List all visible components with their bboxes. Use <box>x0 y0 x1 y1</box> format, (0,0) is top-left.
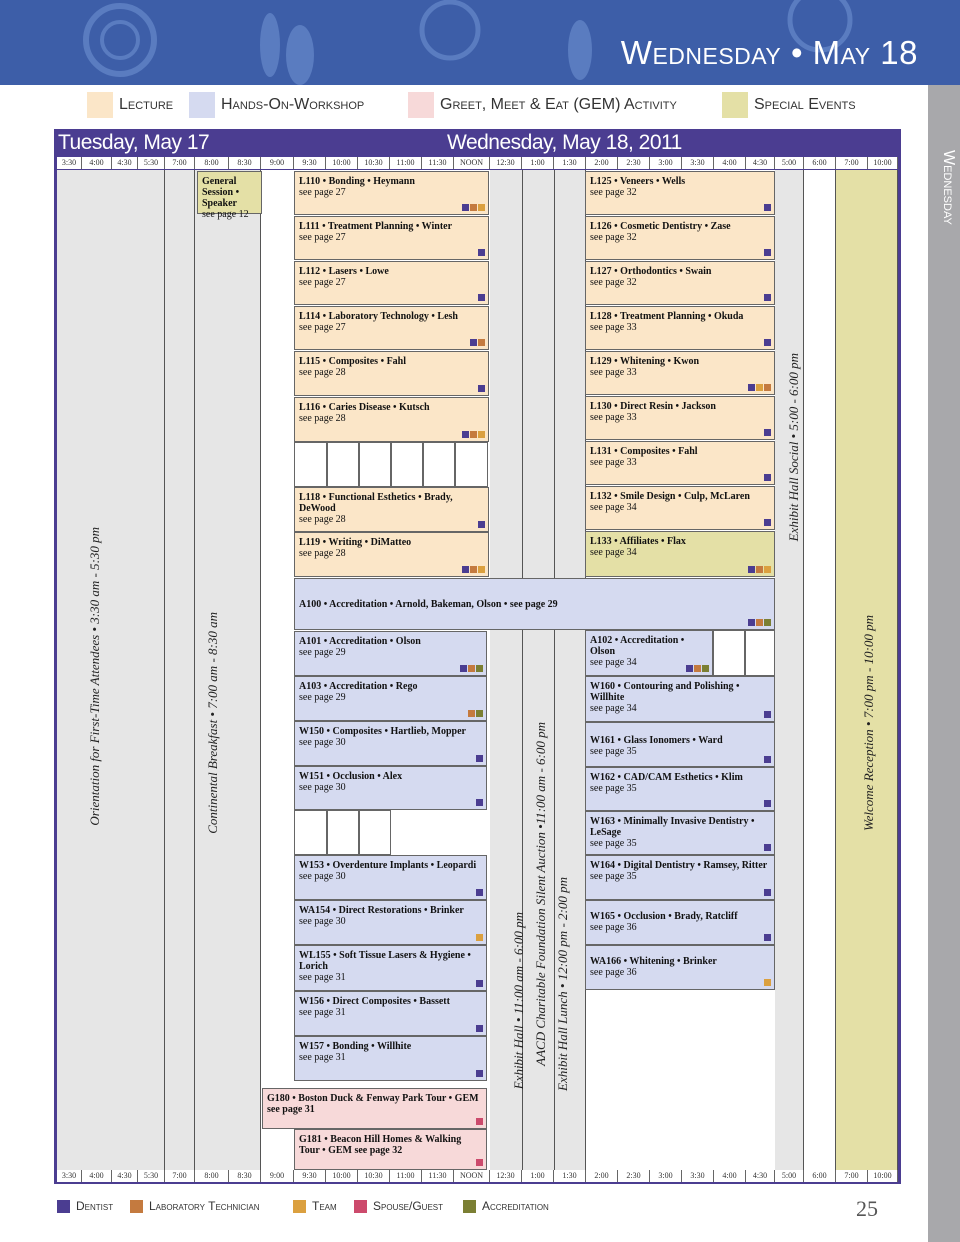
session-page: see page 27 <box>299 277 346 288</box>
session-page: see page 36 <box>590 922 637 933</box>
session-l126[interactable] <box>585 216 775 260</box>
session-page: see page 34 <box>590 547 637 558</box>
activity-legend <box>0 92 960 120</box>
lunch-label: Exhibit Hall Lunch • 12:00 pm - 2:00 pm <box>555 877 570 1091</box>
time-tick: 4:30 <box>112 157 138 169</box>
session-page: see page 34 <box>590 703 637 714</box>
session-w165[interactable] <box>585 900 775 945</box>
session-w150[interactable] <box>294 721 487 766</box>
audience-icons <box>476 1159 483 1166</box>
time-tick: 11:00 <box>390 157 422 169</box>
legend-label: Dentist <box>76 1199 114 1213</box>
time-tick: 4:30 <box>746 157 775 169</box>
session-l128[interactable] <box>585 306 775 350</box>
reception-label: Welcome Reception • 7:00 pm - 10:00 pm <box>861 615 876 831</box>
audience-icons <box>476 889 483 896</box>
audience-icons <box>764 519 771 526</box>
breakfast-label: Continental Breakfast • 7:00 am - 8:30 am <box>205 612 220 834</box>
audience-icons <box>764 844 771 851</box>
time-tick: 3:30 <box>682 1170 714 1182</box>
session-w161[interactable] <box>585 722 775 767</box>
time-tick: 2:30 <box>618 1170 650 1182</box>
session-title: L116 • Caries Disease • Kutsch <box>299 402 430 413</box>
time-tick: 10:30 <box>358 157 390 169</box>
session-title: W164 • Digital Dentistry • Ramsey, Ritter <box>590 860 768 871</box>
session-title: A103 • Accreditation • Rego <box>299 681 418 692</box>
audience-icons <box>468 710 483 717</box>
time-tick: 9:30 <box>294 157 326 169</box>
session-page: see page 35 <box>590 871 637 882</box>
audience-icons <box>462 204 485 211</box>
spouse-swatch <box>354 1200 367 1213</box>
session-w162[interactable] <box>585 767 775 811</box>
audience-icons <box>476 1118 483 1125</box>
session-a100[interactable] <box>294 578 775 630</box>
general-session-block[interactable] <box>197 171 262 220</box>
session-page: see page 30 <box>299 871 346 882</box>
audience-icons <box>764 756 771 763</box>
audience-icons <box>476 1070 483 1077</box>
social-label: Exhibit Hall Social • 5:00 - 6:00 pm <box>786 353 801 542</box>
session-page: see page 28 <box>299 514 346 525</box>
empty-cell <box>327 810 359 855</box>
audience-icons <box>478 385 485 392</box>
session-title: L111 • Treatment Planning • Winter <box>299 221 453 232</box>
empty-cell <box>391 442 423 487</box>
empty-cell <box>745 630 775 676</box>
session-w164[interactable] <box>585 855 775 900</box>
audience-icons <box>476 980 483 987</box>
empty-cell <box>713 630 745 676</box>
legend-accreditation <box>463 1199 549 1213</box>
day2-heading: Wednesday, May 18, 2011 <box>447 131 682 154</box>
audience-icons <box>476 934 483 941</box>
time-tick: 8:30 <box>229 1170 261 1182</box>
special-swatch <box>722 92 748 118</box>
legend-special-events <box>722 92 856 118</box>
audience-icons <box>764 474 771 481</box>
session-l112[interactable] <box>294 261 489 305</box>
session-page: see page 35 <box>590 838 637 849</box>
time-tick: 10:30 <box>358 1170 390 1182</box>
audience-icons <box>686 665 709 672</box>
orientation-label: Orientation for First-Time Attendees • 3:30 am - 5:30 pm <box>87 527 102 826</box>
legend-label: Accreditation <box>482 1199 549 1213</box>
social-column <box>775 170 804 1170</box>
legend-label: Greet, Meet & Eat (GEM) Activity <box>440 96 677 113</box>
empty-cell <box>327 442 359 487</box>
session-title: L132 • Smile Design • Culp, McLaren <box>590 491 750 502</box>
session-title: W160 • Contouring and Polishing • Willhite <box>590 681 740 703</box>
time-tick: 6:00 <box>804 157 836 169</box>
time-tick: 10:00 <box>868 1170 898 1182</box>
time-tick: 3:30 <box>57 1170 82 1182</box>
time-tick: 9:00 <box>261 1170 294 1182</box>
audience-icons <box>476 1025 483 1032</box>
session-page: see page 32 <box>590 277 637 288</box>
time-tick: 11:00 <box>390 1170 422 1182</box>
session-title: L115 • Composites • Fahl <box>299 356 407 367</box>
audience-icons <box>478 294 485 301</box>
empty-cell <box>294 810 327 855</box>
lecture-swatch <box>87 92 113 118</box>
time-tick: 2:30 <box>618 157 650 169</box>
session-w156[interactable] <box>294 991 487 1036</box>
audience-icons <box>478 249 485 256</box>
empty-cell <box>359 810 391 855</box>
session-title: W161 • Glass Ionomers • Ward <box>590 735 723 746</box>
legend-label: Lecture <box>119 96 174 113</box>
time-tick: 8:00 <box>195 157 229 169</box>
time-tick: 3:00 <box>650 1170 682 1182</box>
session-g181[interactable] <box>294 1129 487 1170</box>
time-tick: 4:30 <box>112 1170 138 1182</box>
time-tick: 1:00 <box>522 1170 554 1182</box>
session-page: see page 32 <box>590 232 637 243</box>
audience-icons <box>764 889 771 896</box>
day1-heading: Tuesday, May 17 <box>58 131 210 154</box>
time-tick: 4:00 <box>82 1170 112 1182</box>
page-number: 25 <box>856 1196 878 1221</box>
time-tick: 10:00 <box>868 157 898 169</box>
session-w157[interactable] <box>294 1036 487 1081</box>
session-wa154[interactable] <box>294 900 487 945</box>
accreditation-swatch <box>463 1200 476 1213</box>
time-tick: NOON <box>454 157 490 169</box>
session-title: W151 • Occlusion • Alex <box>299 771 403 782</box>
session-title: L126 • Cosmetic Dentistry • Zase <box>590 221 731 232</box>
time-tick: 11:30 <box>422 157 454 169</box>
session-title: L133 • Affiliates • Flax <box>590 536 686 547</box>
session-page: see page 27 <box>299 322 346 333</box>
header-banner <box>0 0 960 85</box>
session-title: L112 • Lasers • Lowe <box>299 266 389 277</box>
session-l110[interactable] <box>294 171 489 215</box>
audience-icons <box>764 934 771 941</box>
session-l127[interactable] <box>585 261 775 305</box>
session-title: L119 • Writing • DiMatteo <box>299 537 412 548</box>
session-l118[interactable] <box>294 487 489 532</box>
time-tick: 3:30 <box>682 157 714 169</box>
session-page: see page 30 <box>299 737 346 748</box>
session-page: see page 31 <box>299 1007 346 1018</box>
session-title: W156 • Direct Composites • Bassett <box>299 996 450 1007</box>
audience-icons <box>764 249 771 256</box>
session-title: W157 • Bonding • Willhite <box>299 1041 412 1052</box>
session-title: L131 • Composites • Fahl <box>590 446 698 457</box>
session-w153[interactable] <box>294 855 487 900</box>
exhibit-hall-label: Exhibit Hall • 11:00 am - 6:00 pm <box>511 912 526 1090</box>
legend-team <box>293 1199 337 1213</box>
session-w151[interactable] <box>294 766 487 810</box>
session-page: see page 28 <box>299 367 346 378</box>
time-tick: 3:30 <box>57 157 82 169</box>
audience-icons <box>462 566 485 573</box>
session-a102[interactable] <box>585 630 713 676</box>
dentist-swatch <box>57 1200 70 1213</box>
session-page: see page 34 <box>590 657 637 668</box>
session-l129[interactable] <box>585 351 775 395</box>
session-title: L114 • Laboratory Technology • Lesh <box>299 311 458 322</box>
audience-legend <box>0 1199 960 1219</box>
session-title: A101 • Accreditation • Olson <box>299 636 421 647</box>
legend-spouse <box>354 1199 443 1213</box>
session-w163[interactable] <box>585 811 775 855</box>
session-title: WA166 • Whitening • Brinker <box>590 956 717 967</box>
time-tick: 7:00 <box>836 157 868 169</box>
time-tick: 5:00 <box>775 157 804 169</box>
time-tick: 12:30 <box>490 1170 522 1182</box>
session-l125[interactable] <box>585 171 775 215</box>
session-title: L125 • Veneers • Wells <box>590 176 686 187</box>
legend-label: Team <box>312 1199 337 1213</box>
time-tick: 1:00 <box>522 157 554 169</box>
audience-icons <box>764 979 771 986</box>
session-title: W163 • Minimally Invasive Dentistry • LeSage <box>590 816 755 838</box>
session-page: see page 28 <box>299 548 346 559</box>
session-page: see page 30 <box>299 916 346 927</box>
time-tick: 1:30 <box>554 1170 586 1182</box>
audience-icons <box>764 294 771 301</box>
session-l115[interactable] <box>294 351 489 396</box>
time-tick: 4:30 <box>746 1170 775 1182</box>
legend-gem <box>408 92 677 118</box>
time-tick: 4:00 <box>82 157 112 169</box>
session-wa166[interactable] <box>585 945 775 990</box>
time-tick: 7:00 <box>165 1170 195 1182</box>
session-title: L130 • Direct Resin • Jackson <box>590 401 716 412</box>
session-title: W150 • Composites • Hartlieb, Mopper <box>299 726 466 737</box>
session-page: see page 35 <box>590 783 637 794</box>
audience-icons <box>764 204 771 211</box>
session-page: see page 31 <box>299 1052 346 1063</box>
time-tick: 10:00 <box>326 1170 358 1182</box>
gem-swatch <box>408 92 434 118</box>
time-tick: 10:00 <box>326 157 358 169</box>
audience-icons <box>764 339 771 346</box>
time-tick: 2:00 <box>586 157 618 169</box>
sidebar-tab <box>928 85 960 1242</box>
audience-icons <box>470 339 485 346</box>
session-title: L118 • Functional Esthetics • Brady, DeWood <box>299 492 453 514</box>
session-wl155[interactable] <box>294 945 487 991</box>
session-page: see page 12 <box>202 209 249 220</box>
session-l133[interactable] <box>585 531 775 577</box>
tuesday-last-column <box>138 170 165 1170</box>
sidebar-label: Wednesday <box>940 150 957 225</box>
time-tick: 2:00 <box>586 1170 618 1182</box>
legend-label: Hands-On-Workshop <box>221 96 365 113</box>
time-row-bottom <box>57 1170 898 1182</box>
session-title: G181 • Beacon Hill Homes & Walking Tour • GEM see page 32 <box>299 1134 462 1156</box>
session-g180[interactable] <box>262 1088 487 1129</box>
legend-lab-tech <box>130 1199 259 1213</box>
page-title: Wednesday • May 18 <box>620 34 918 71</box>
session-title: W162 • CAD/CAM Esthetics • Klim <box>590 772 743 783</box>
time-tick: 5:00 <box>775 1170 804 1182</box>
time-tick: 3:00 <box>650 157 682 169</box>
session-title: L129 • Whitening • Kwon <box>590 356 700 367</box>
session-l116[interactable] <box>294 397 489 442</box>
audience-icons <box>462 431 485 438</box>
time-tick: 5:30 <box>138 1170 165 1182</box>
audience-icons <box>764 800 771 807</box>
time-tick: 6:00 <box>804 1170 836 1182</box>
legend-lecture <box>87 92 173 118</box>
session-page: see page 27 <box>299 187 346 198</box>
session-title: L110 • Bonding • Heymann <box>299 176 415 187</box>
session-page: see page 28 <box>299 413 346 424</box>
audience-icons <box>476 799 483 806</box>
session-l130[interactable] <box>585 396 775 440</box>
audience-icons <box>748 566 771 573</box>
session-a103[interactable] <box>294 676 487 721</box>
team-swatch <box>293 1200 306 1213</box>
empty-cell <box>455 442 488 487</box>
session-a101[interactable] <box>294 631 487 676</box>
time-tick: 8:30 <box>229 157 261 169</box>
legend-dentist <box>57 1199 113 1213</box>
session-page: see page 34 <box>590 502 637 513</box>
session-title: G180 • Boston Duck & Fenway Park Tour • GEM see page 31 <box>267 1093 479 1115</box>
audience-icons <box>764 429 771 436</box>
legend-label: Special Events <box>754 96 856 113</box>
time-tick: NOON <box>454 1170 490 1182</box>
audience-icons <box>460 665 483 672</box>
session-page: see page 29 <box>299 692 346 703</box>
time-tick: 4:00 <box>714 157 746 169</box>
empty-cell <box>294 442 327 487</box>
session-l111[interactable] <box>294 216 489 260</box>
session-l114[interactable] <box>294 306 489 350</box>
empty-cell <box>423 442 455 487</box>
session-l119[interactable] <box>294 532 489 577</box>
audience-icons <box>764 711 771 718</box>
time-tick: 9:00 <box>261 157 294 169</box>
time-tick: 11:30 <box>422 1170 454 1182</box>
session-page: see page 29 <box>299 647 346 658</box>
time-tick: 7:00 <box>165 157 195 169</box>
time-tick: 8:00 <box>195 1170 229 1182</box>
session-page: see page 32 <box>590 187 637 198</box>
time-tick: 5:30 <box>138 157 165 169</box>
session-page: see page 36 <box>590 967 637 978</box>
time-row-top <box>57 157 898 169</box>
audience-icons <box>748 384 771 391</box>
time-tick: 4:00 <box>714 1170 746 1182</box>
session-page: see page 35 <box>590 746 637 757</box>
session-title: WL155 • Soft Tissue Lasers & Hygiene • Lorich <box>299 950 471 972</box>
session-page: see page 33 <box>590 412 637 423</box>
session-title: L127 • Orthodontics • Swain <box>590 266 712 277</box>
time-tick: 12:30 <box>490 157 522 169</box>
session-title: WA154 • Direct Restorations • Brinker <box>299 905 464 916</box>
session-page: see page 27 <box>299 232 346 243</box>
audience-icons <box>476 755 483 762</box>
column-spacer <box>165 170 195 1170</box>
legend-label: Spouse/Guest <box>373 1199 444 1213</box>
session-title: W165 • Occlusion • Brady, Ratcliff <box>590 911 738 922</box>
column-spacer <box>804 170 836 1170</box>
session-title: A102 • Accreditation • Olson <box>590 635 685 657</box>
workshop-swatch <box>189 92 215 118</box>
legend-hands-on-workshop <box>189 92 364 118</box>
time-tick: 9:30 <box>294 1170 326 1182</box>
legend-label: Laboratory Technician <box>149 1199 260 1213</box>
time-tick: 7:00 <box>836 1170 868 1182</box>
session-page: see page 30 <box>299 782 346 793</box>
session-l131[interactable] <box>585 441 775 485</box>
session-title: L128 • Treatment Planning • Okuda <box>590 311 744 322</box>
audience-icons <box>478 521 485 528</box>
session-page: see page 33 <box>590 322 637 333</box>
session-page: see page 33 <box>590 457 637 468</box>
time-tick: 1:30 <box>554 157 586 169</box>
session-w160[interactable] <box>585 676 775 722</box>
session-l132[interactable] <box>585 486 775 530</box>
empty-cell <box>359 442 391 487</box>
audience-icons <box>748 619 771 626</box>
auction-label: AACD Charitable Foundation Silent Auction •11:00 am - 6:00 pm <box>533 722 548 1066</box>
lab-swatch <box>130 1200 143 1213</box>
session-title: W153 • Overdenture Implants • Leopardi <box>299 860 477 871</box>
session-title: General Session • Speaker <box>202 176 240 209</box>
session-page: see page 31 <box>299 972 346 983</box>
session-title: A100 • Accreditation • Arnold, Bakeman, Olson • see page 29 <box>299 599 558 610</box>
session-page: see page 33 <box>590 367 637 378</box>
